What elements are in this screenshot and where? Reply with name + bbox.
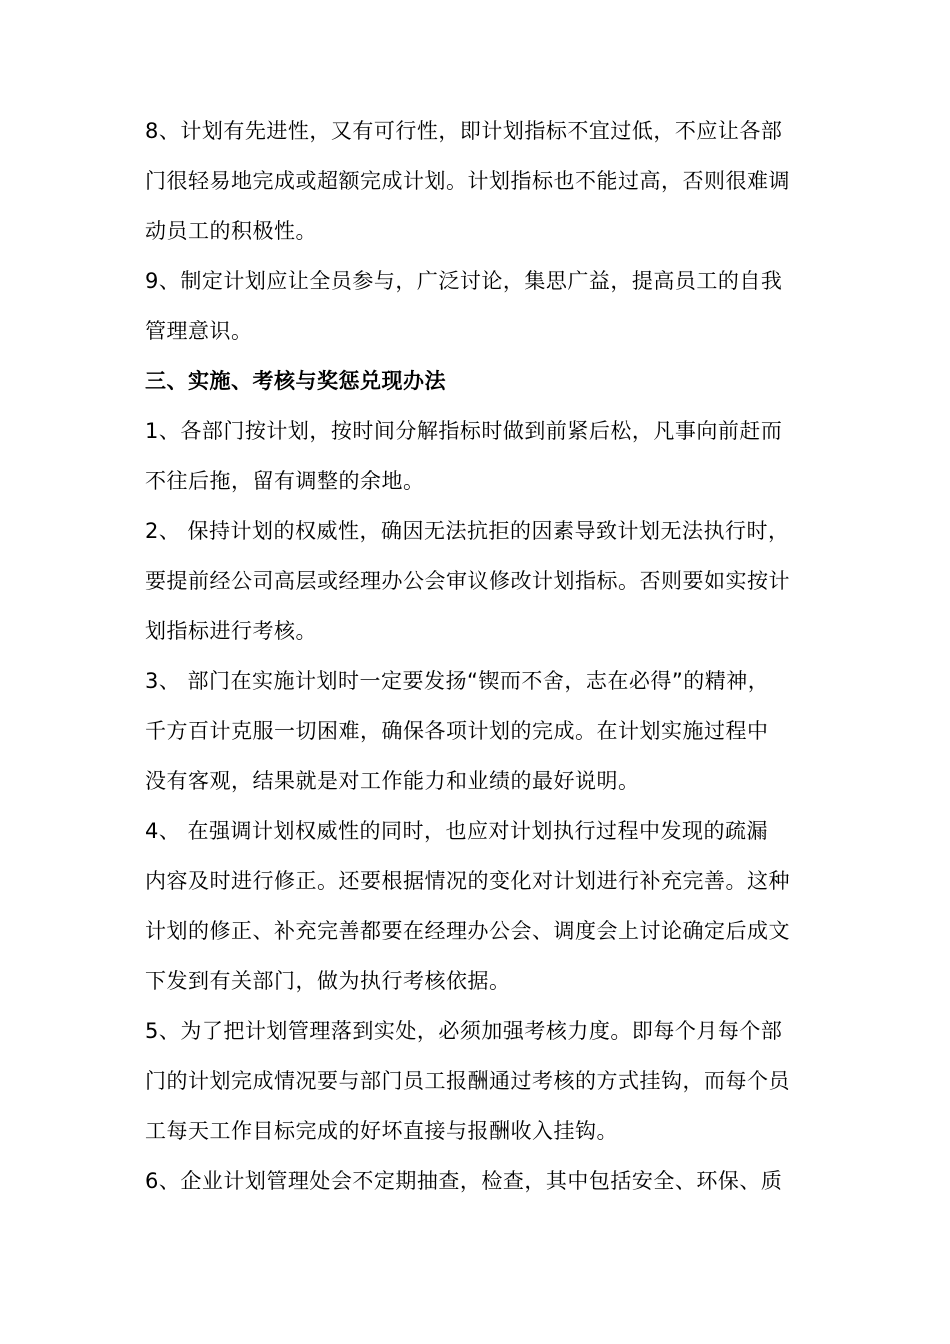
paragraph-3-line-3: 没有客观，结果就是对工作能力和业绩的最好说明。 [145,769,640,793]
paragraph-9-line-2: 管理意识。 [145,319,253,343]
paragraph-2-line-1: 2、 保持计划的权威性，确因无法抗拒的因素导致计划无法执行时， [145,519,790,543]
paragraph-1-line-1: 1、各部门按计划，按时间分解指标时做到前紧后松，凡事向前赶而 [145,419,783,443]
paragraph-8-line-2: 门很轻易地完成或超额完成计划。计划指标也不能过高，否则很难调 [145,169,790,193]
paragraph-4-line-4: 下发到有关部门，做为执行考核依据。 [145,969,511,993]
paragraph-5-line-1: 5、为了把计划管理落到实处，必须加强考核力度。即每个月每个部 [145,1019,783,1043]
paragraph-4-line-2: 内容及时进行修正。还要根据情况的变化对计划进行补充完善。这种 [145,869,790,893]
paragraph-3-line-1: 3、 部门在实施计划时一定要发扬“锲而不舍，志在必得”的精神， [145,669,770,693]
paragraph-6-line-1: 6、企业计划管理处会不定期抽查，检查，其中包括安全、环保、质 [145,1169,783,1193]
paragraph-5-line-3: 工每天工作目标完成的好坏直接与报酬收入挂钩。 [145,1119,618,1143]
paragraph-5-line-2: 门的计划完成情况要与部门员工报酬通过考核的方式挂钩，而每个员 [145,1069,790,1093]
paragraph-9-line-1: 9、制定计划应让全员参与，广泛讨论，集思广益，提高员工的自我 [145,269,783,293]
paragraph-4-line-3: 计划的修正、补充完善都要在经理办公会、调度会上讨论确定后成文 [145,919,790,943]
paragraph-2-line-2: 要提前经公司高层或经理办公会审议修改计划指标。否则要如实按计 [145,569,790,593]
paragraph-4-line-1: 4、 在强调计划权威性的同时，也应对计划执行过程中发现的疏漏 [145,819,769,843]
section-heading: 三、实施、考核与奖惩兑现办法 [145,369,446,393]
paragraph-3-line-2: 千方百计克服一切困难，确保各项计划的完成。在计划实施过程中 [145,719,769,743]
paragraph-1-line-2: 不往后拖，留有调整的余地。 [145,469,425,493]
paragraph-2-line-3: 划指标进行考核。 [145,619,317,643]
paragraph-8-line-1: 8、计划有先进性，又有可行性，即计划指标不宜过低，不应让各部 [145,119,783,143]
paragraph-8-line-3: 动员工的积极性。 [145,219,317,243]
